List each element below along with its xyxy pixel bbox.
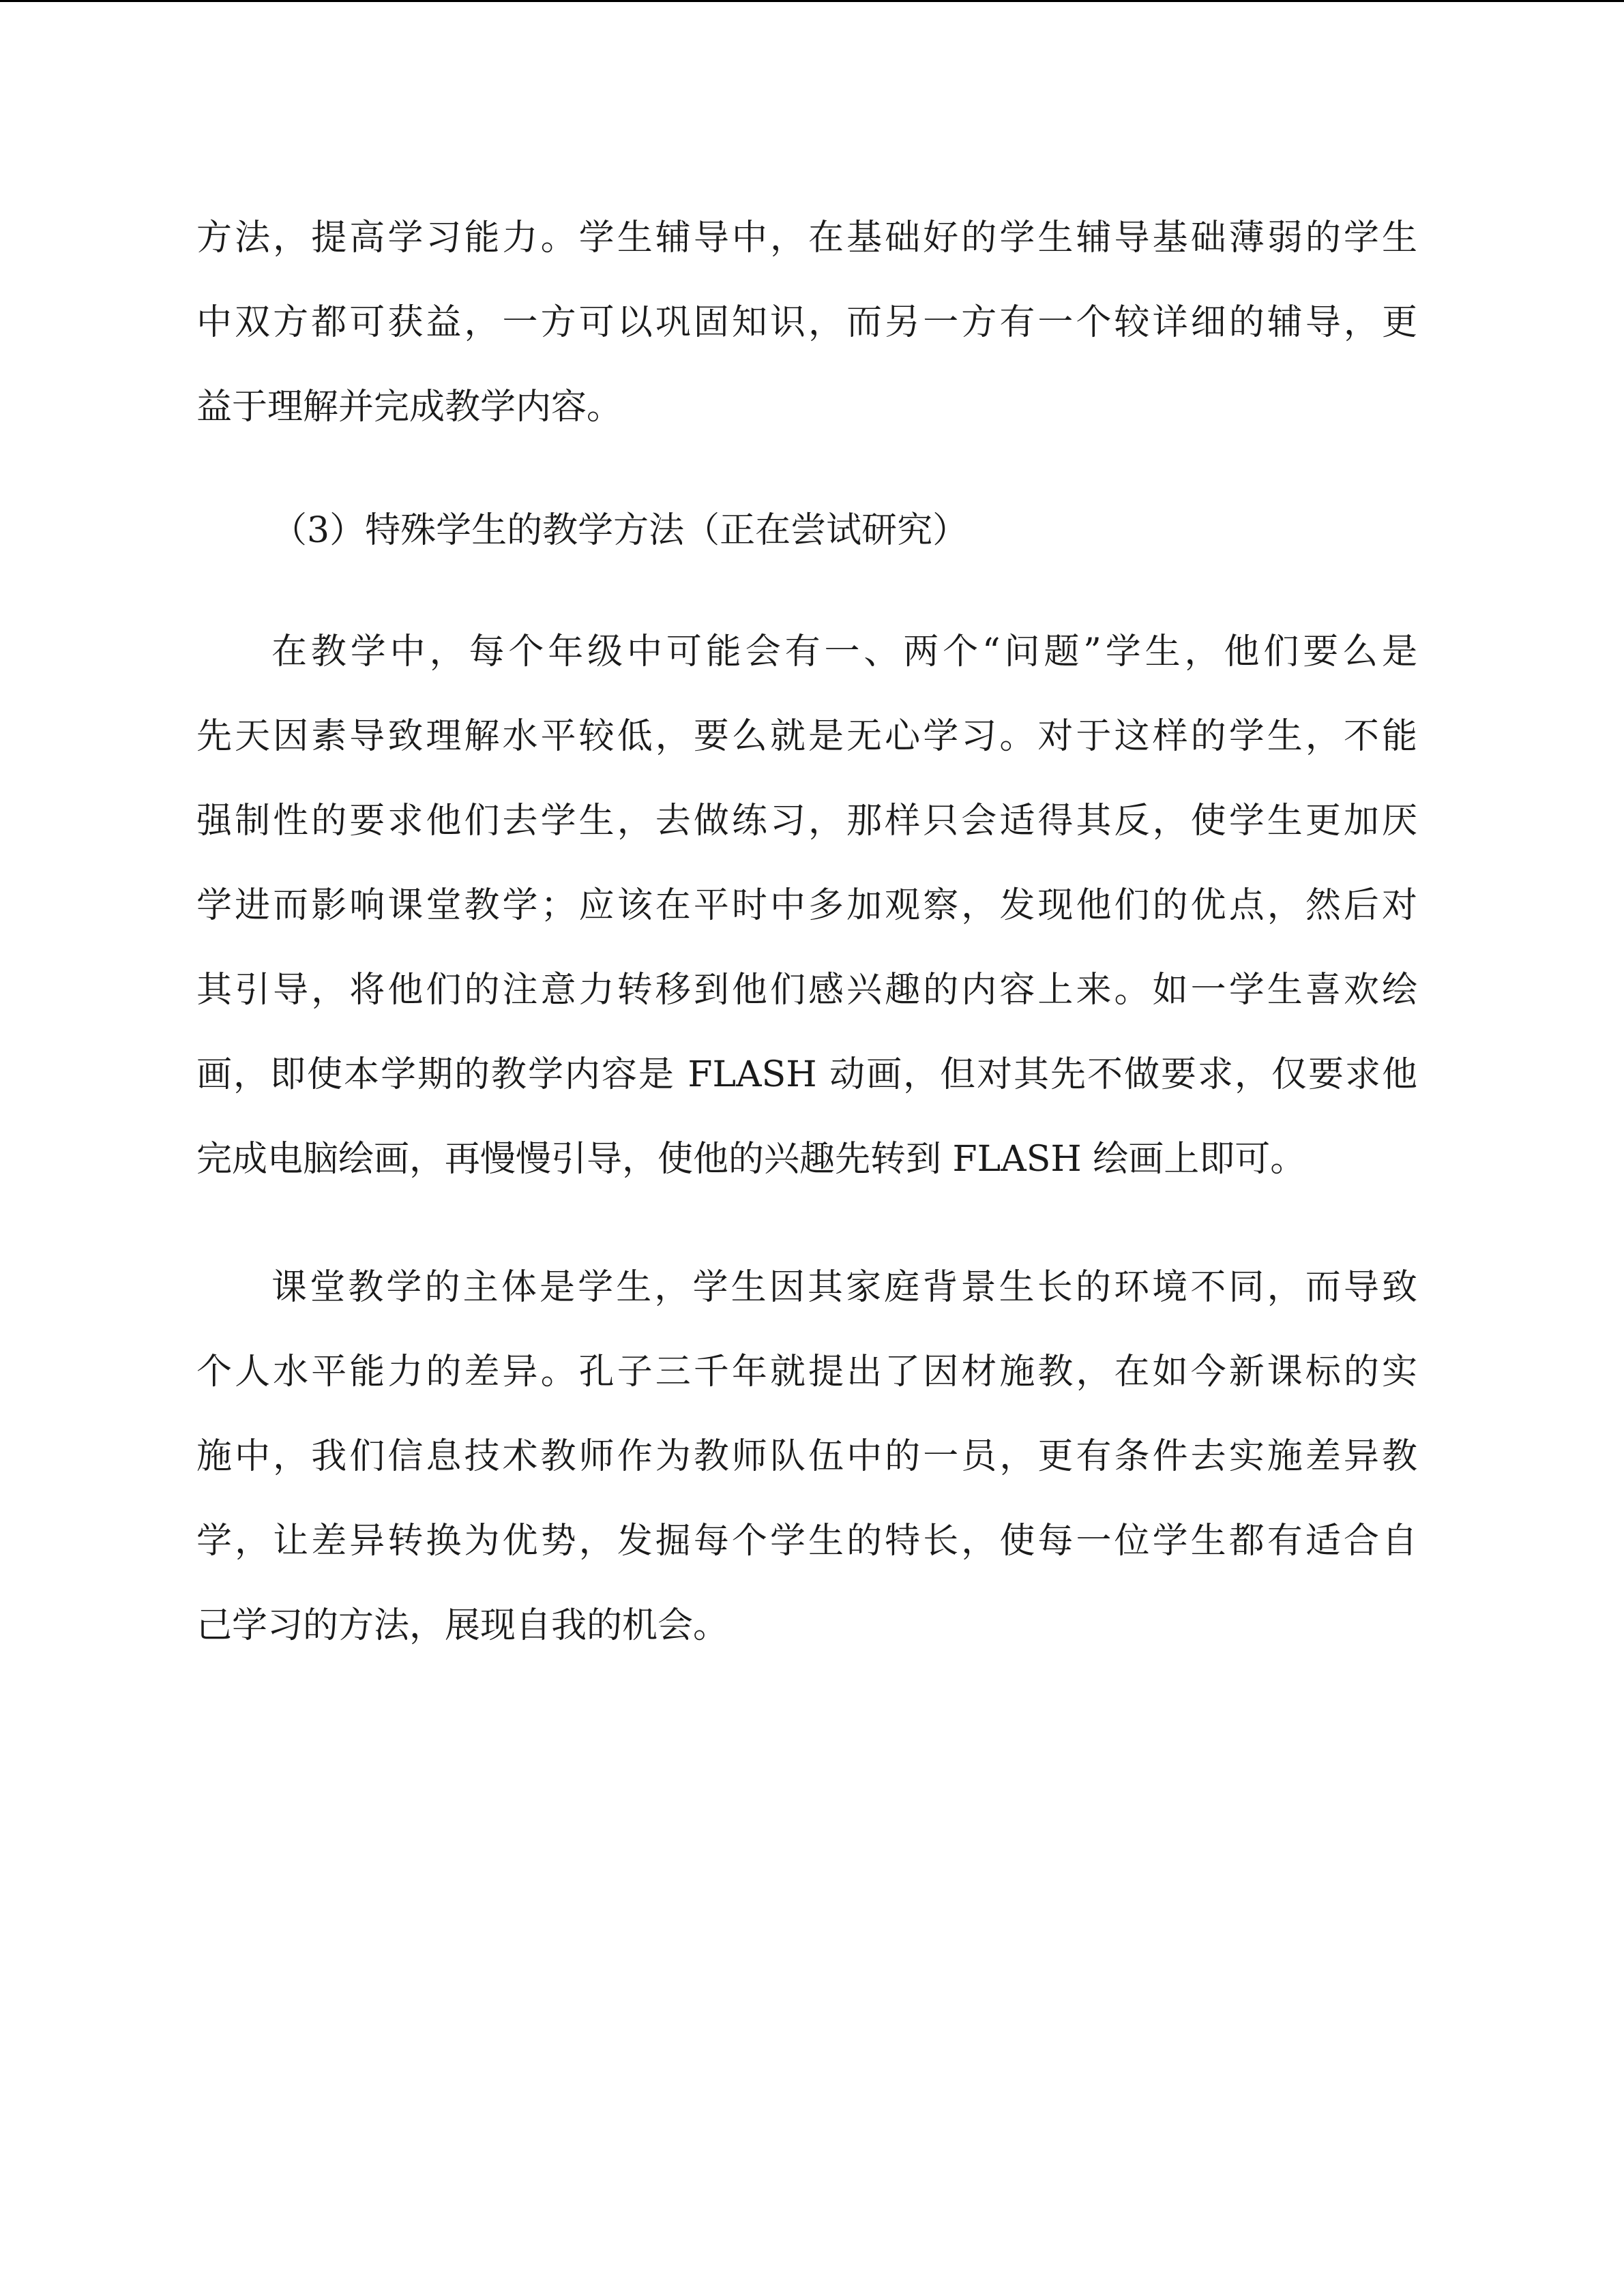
text-line: 画，即使本学期的教学内容是 FLASH 动画，但对其先不做要求，仅要求他 — [196, 1054, 1417, 1095]
text-line: 在教学中，每个年级中可能会有一、两个“问题”学生，他们要么是 — [271, 631, 1417, 672]
text-line: 施中，我们信息技术教师作为教师队伍中的一员，更有条件去实施差异教 — [196, 1436, 1417, 1477]
text-line: 强制性的要求他们去学生，去做练习，那样只会适得其反，使学生更加厌 — [196, 801, 1417, 841]
text-line: 课堂教学的主体是学生，学生因其家庭背景生长的环境不同，而导致 — [271, 1267, 1417, 1308]
text-line: 学，让差异转换为优势，发掘每个学生的特长，使每一位学生都有适合自 — [196, 1521, 1417, 1562]
text-line: 个人水平能力的差异。孔子三千年就提出了因材施教，在如今新课标的实 — [196, 1352, 1417, 1392]
text-line: 己学习的方法，展现自我的机会。 — [196, 1605, 729, 1646]
text-line: 学进而影响课堂教学；应该在平时中多加观察，发现他们的优点，然后对 — [196, 885, 1417, 926]
text-line: 其引导，将他们的注意力转移到他们感兴趣的内容上来。如一学生喜欢绘 — [196, 970, 1417, 1011]
text-line: 完成电脑绘画，再慢慢引导，使他的兴趣先转到 FLASH 绘画上即可。 — [196, 1139, 1306, 1180]
text-line: 先天因素导致理解水平较低，要么就是无心学习。对于这样的学生，不能 — [196, 716, 1417, 757]
text-line: 方法，提高学习能力。学生辅导中，在基础好的学生辅导基础薄弱的学生 — [196, 218, 1417, 258]
text-line: 益于理解并完成教学内容。 — [196, 387, 623, 428]
section-heading: （3）特殊学生的教学方法（正在尝试研究） — [271, 510, 969, 551]
text-line: 中双方都可获益，一方可以巩固知识，而另一方有一个较详细的辅导，更 — [196, 302, 1417, 343]
